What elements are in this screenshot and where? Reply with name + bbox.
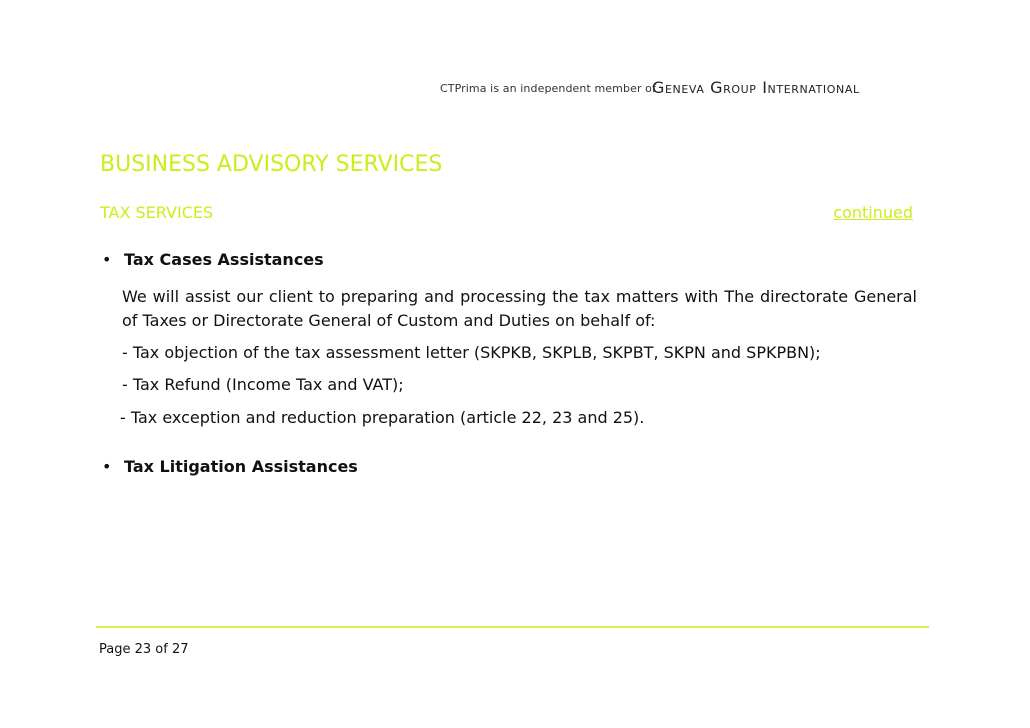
bullet-tax-litigation: [102, 457, 358, 476]
footer-divider: [96, 626, 929, 628]
bullet-tax-cases: [102, 250, 324, 269]
tax-cases-paragraph: We will assist our client to preparing and processing the tax matters with The directorate General of Taxes or Directorate General of Custom and Duties on behalf of:: [122, 287, 917, 330]
continued-link[interactable]: continued: [833, 203, 913, 222]
bullet-dot-icon: •: [102, 250, 112, 269]
section-title: TAX SERVICES: [100, 203, 214, 222]
page-number: Page 23 of 27: [99, 642, 189, 657]
header-member-note: CTPrima is an independent member of: [440, 82, 656, 95]
bullet-dot-icon: •: [102, 457, 112, 476]
header-group-logo: Geneva Group International: [652, 78, 860, 97]
bullet-heading: Tax Litigation Assistances: [124, 457, 358, 476]
page-title: BUSINESS ADVISORY SERVICES: [100, 152, 443, 177]
bullet-heading: Tax Cases Assistances: [124, 250, 324, 269]
list-item: - Tax Refund (Income Tax and VAT);: [122, 375, 404, 394]
list-item: - Tax objection of the tax assessment letter (SKPKB, SKPLB, SKPBT, SKPN and SPKPBN);: [122, 343, 821, 362]
list-item: - Tax exception and reduction preparation (article 22, 23 and 25).: [120, 408, 645, 427]
